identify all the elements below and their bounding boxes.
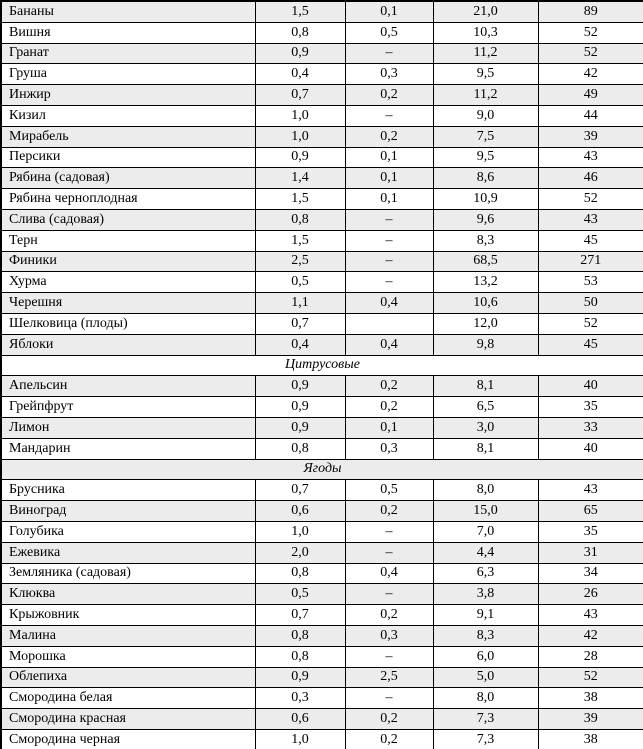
calories-cell: 52: [538, 43, 643, 64]
calories-cell: 42: [538, 64, 643, 85]
carbs-cell: 8,0: [433, 480, 538, 501]
protein-cell: 0,9: [255, 147, 345, 168]
carbs-cell: 9,5: [433, 64, 538, 85]
protein-cell: 1,5: [255, 189, 345, 210]
table-row: [1, 480, 643, 501]
food-name-cell: Брусника: [1, 480, 255, 501]
calories-cell: 43: [538, 605, 643, 626]
protein-cell: 0,9: [255, 667, 345, 688]
calories-cell: 43: [538, 209, 643, 230]
protein-cell: 0,6: [255, 709, 345, 730]
carbs-cell: 68,5: [433, 251, 538, 272]
table-row: [1, 1, 643, 22]
carbs-cell: 8,3: [433, 625, 538, 646]
calories-cell: 35: [538, 521, 643, 542]
table-row: [1, 105, 643, 126]
carbs-cell: 10,6: [433, 293, 538, 314]
carbs-cell: 9,5: [433, 147, 538, 168]
calories-cell: 43: [538, 480, 643, 501]
food-name-cell: Кизил: [1, 105, 255, 126]
protein-cell: 1,0: [255, 729, 345, 749]
calories-cell: 49: [538, 85, 643, 106]
protein-cell: 1,5: [255, 1, 345, 22]
fat-cell: –: [345, 251, 433, 272]
food-name-cell: Морошка: [1, 646, 255, 667]
carbs-cell: 12,0: [433, 313, 538, 334]
table-row: [1, 189, 643, 210]
table-row: [1, 667, 643, 688]
fat-cell: –: [345, 584, 433, 605]
carbs-cell: 8,3: [433, 230, 538, 251]
food-name-cell: Крыжовник: [1, 605, 255, 626]
calories-cell: 44: [538, 105, 643, 126]
carbs-cell: 11,2: [433, 85, 538, 106]
protein-cell: 0,8: [255, 438, 345, 459]
carbs-cell: 4,4: [433, 542, 538, 563]
food-name-cell: Виноград: [1, 501, 255, 522]
calories-cell: 31: [538, 542, 643, 563]
protein-cell: 0,5: [255, 272, 345, 293]
protein-cell: 0,8: [255, 563, 345, 584]
carbs-cell: 7,0: [433, 521, 538, 542]
food-name-cell: Смородина красная: [1, 709, 255, 730]
carbs-cell: 11,2: [433, 43, 538, 64]
table-row: [1, 417, 643, 438]
table-row: [1, 126, 643, 147]
food-name-cell: Лимон: [1, 417, 255, 438]
carbs-cell: 9,8: [433, 334, 538, 355]
food-name-cell: Бананы: [1, 1, 255, 22]
carbs-cell: 3,0: [433, 417, 538, 438]
food-name-cell: Мандарин: [1, 438, 255, 459]
carbs-cell: 7,3: [433, 729, 538, 749]
protein-cell: 1,0: [255, 105, 345, 126]
calories-cell: 39: [538, 709, 643, 730]
food-name-cell: Персики: [1, 147, 255, 168]
fat-cell: 0,2: [345, 605, 433, 626]
protein-cell: 1,5: [255, 230, 345, 251]
calories-cell: 52: [538, 22, 643, 43]
food-name-cell: Слива (садовая): [1, 209, 255, 230]
protein-cell: 0,9: [255, 417, 345, 438]
table-row: [1, 521, 643, 542]
food-name-cell: Терн: [1, 230, 255, 251]
fat-cell: 0,4: [345, 563, 433, 584]
calories-cell: 271: [538, 251, 643, 272]
protein-cell: 0,8: [255, 646, 345, 667]
fat-cell: 0,1: [345, 1, 433, 22]
carbs-cell: 7,5: [433, 126, 538, 147]
fat-cell: 0,2: [345, 709, 433, 730]
table-row: [1, 230, 643, 251]
fat-cell: –: [345, 272, 433, 293]
food-name-cell: Финики: [1, 251, 255, 272]
fat-cell: 0,1: [345, 168, 433, 189]
food-name-cell: Груша: [1, 64, 255, 85]
protein-cell: 0,8: [255, 209, 345, 230]
protein-cell: 0,8: [255, 625, 345, 646]
table-row: [1, 168, 643, 189]
fat-cell: 0,2: [345, 376, 433, 397]
protein-cell: 1,4: [255, 168, 345, 189]
food-name-cell: Апельсин: [1, 376, 255, 397]
calories-cell: 52: [538, 667, 643, 688]
table-row: [1, 43, 643, 64]
food-name-cell: Гранат: [1, 43, 255, 64]
table-row: [1, 605, 643, 626]
section-row: [1, 459, 643, 480]
carbs-cell: 8,1: [433, 376, 538, 397]
food-name-cell: Мирабель: [1, 126, 255, 147]
calories-cell: 50: [538, 293, 643, 314]
carbs-cell: 10,3: [433, 22, 538, 43]
table-row: [1, 147, 643, 168]
protein-cell: 2,5: [255, 251, 345, 272]
carbs-cell: 8,1: [433, 438, 538, 459]
table-row: [1, 709, 643, 730]
food-name-cell: Земляника (садовая): [1, 563, 255, 584]
fat-cell: [345, 313, 433, 334]
food-name-cell: Яблоки: [1, 334, 255, 355]
calories-cell: 38: [538, 729, 643, 749]
calories-cell: 43: [538, 147, 643, 168]
food-name-cell: Грейпфрут: [1, 397, 255, 418]
carbs-cell: 6,5: [433, 397, 538, 418]
protein-cell: 0,9: [255, 397, 345, 418]
table-row: [1, 85, 643, 106]
table-row: [1, 729, 643, 749]
table-row: [1, 313, 643, 334]
fat-cell: 0,4: [345, 293, 433, 314]
section-label: Цитрусовые: [1, 355, 643, 376]
calories-cell: 33: [538, 417, 643, 438]
calories-cell: 26: [538, 584, 643, 605]
fat-cell: 0,2: [345, 501, 433, 522]
fat-cell: –: [345, 646, 433, 667]
table-body: [1, 1, 643, 749]
food-name-cell: Инжир: [1, 85, 255, 106]
protein-cell: 2,0: [255, 542, 345, 563]
fat-cell: 0,1: [345, 417, 433, 438]
fat-cell: –: [345, 521, 433, 542]
fat-cell: –: [345, 542, 433, 563]
fat-cell: 0,1: [345, 147, 433, 168]
food-name-cell: Голубика: [1, 521, 255, 542]
fat-cell: 0,2: [345, 85, 433, 106]
protein-cell: 0,7: [255, 313, 345, 334]
table-row: [1, 64, 643, 85]
table-row: [1, 376, 643, 397]
fat-cell: –: [345, 105, 433, 126]
table-row: [1, 625, 643, 646]
protein-cell: 0,7: [255, 85, 345, 106]
table-row: [1, 293, 643, 314]
food-name-cell: Рябина черноплодная: [1, 189, 255, 210]
protein-cell: 0,7: [255, 480, 345, 501]
food-name-cell: Шелковица (плоды): [1, 313, 255, 334]
protein-cell: 0,9: [255, 43, 345, 64]
calories-cell: 42: [538, 625, 643, 646]
calories-cell: 40: [538, 438, 643, 459]
fat-cell: 0,3: [345, 438, 433, 459]
food-name-cell: Смородина белая: [1, 688, 255, 709]
fat-cell: –: [345, 43, 433, 64]
fat-cell: –: [345, 209, 433, 230]
section-label: Ягоды: [1, 459, 643, 480]
table-row: [1, 251, 643, 272]
food-name-cell: Малина: [1, 625, 255, 646]
fat-cell: 0,4: [345, 334, 433, 355]
calories-cell: 45: [538, 334, 643, 355]
fat-cell: –: [345, 230, 433, 251]
protein-cell: 0,6: [255, 501, 345, 522]
calories-cell: 34: [538, 563, 643, 584]
fat-cell: –: [345, 688, 433, 709]
fat-cell: 0,3: [345, 64, 433, 85]
fat-cell: 0,3: [345, 625, 433, 646]
calories-cell: 52: [538, 189, 643, 210]
table-row: [1, 501, 643, 522]
table-row: [1, 209, 643, 230]
protein-cell: 0,3: [255, 688, 345, 709]
protein-cell: 1,1: [255, 293, 345, 314]
carbs-cell: 5,0: [433, 667, 538, 688]
food-name-cell: Черешня: [1, 293, 255, 314]
table-row: [1, 646, 643, 667]
carbs-cell: 8,6: [433, 168, 538, 189]
table-row: [1, 438, 643, 459]
calories-cell: 45: [538, 230, 643, 251]
food-name-cell: Смородина черная: [1, 729, 255, 749]
food-name-cell: Вишня: [1, 22, 255, 43]
carbs-cell: 13,2: [433, 272, 538, 293]
protein-cell: 0,5: [255, 584, 345, 605]
table-row: [1, 22, 643, 43]
protein-cell: 1,0: [255, 521, 345, 542]
protein-cell: 0,7: [255, 605, 345, 626]
protein-cell: 0,9: [255, 376, 345, 397]
calories-cell: 53: [538, 272, 643, 293]
table-row: [1, 584, 643, 605]
carbs-cell: 6,0: [433, 646, 538, 667]
calories-cell: 40: [538, 376, 643, 397]
fat-cell: 0,5: [345, 22, 433, 43]
carbs-cell: 8,0: [433, 688, 538, 709]
calories-cell: 52: [538, 313, 643, 334]
table-row: [1, 542, 643, 563]
calories-cell: 89: [538, 1, 643, 22]
calories-cell: 35: [538, 397, 643, 418]
calories-cell: 38: [538, 688, 643, 709]
table-row: [1, 563, 643, 584]
carbs-cell: 9,6: [433, 209, 538, 230]
table-row: [1, 334, 643, 355]
section-row: [1, 355, 643, 376]
carbs-cell: 6,3: [433, 563, 538, 584]
carbs-cell: 7,3: [433, 709, 538, 730]
protein-cell: 0,8: [255, 22, 345, 43]
table-row: [1, 688, 643, 709]
food-name-cell: Хурма: [1, 272, 255, 293]
table-row: [1, 397, 643, 418]
carbs-cell: 9,1: [433, 605, 538, 626]
carbs-cell: 21,0: [433, 1, 538, 22]
carbs-cell: 9,0: [433, 105, 538, 126]
calories-cell: 46: [538, 168, 643, 189]
fat-cell: 2,5: [345, 667, 433, 688]
fat-cell: 0,2: [345, 729, 433, 749]
protein-cell: 0,4: [255, 334, 345, 355]
fat-cell: 0,5: [345, 480, 433, 501]
food-name-cell: Рябина (садовая): [1, 168, 255, 189]
fat-cell: 0,1: [345, 189, 433, 210]
food-name-cell: Клюква: [1, 584, 255, 605]
protein-cell: 1,0: [255, 126, 345, 147]
carbs-cell: 10,9: [433, 189, 538, 210]
food-name-cell: Ежевика: [1, 542, 255, 563]
carbs-cell: 15,0: [433, 501, 538, 522]
fat-cell: 0,2: [345, 126, 433, 147]
carbs-cell: 3,8: [433, 584, 538, 605]
calories-cell: 28: [538, 646, 643, 667]
table-row: [1, 272, 643, 293]
calories-cell: 39: [538, 126, 643, 147]
calories-cell: 65: [538, 501, 643, 522]
fat-cell: 0,2: [345, 397, 433, 418]
food-name-cell: Облепиха: [1, 667, 255, 688]
protein-cell: 0,4: [255, 64, 345, 85]
